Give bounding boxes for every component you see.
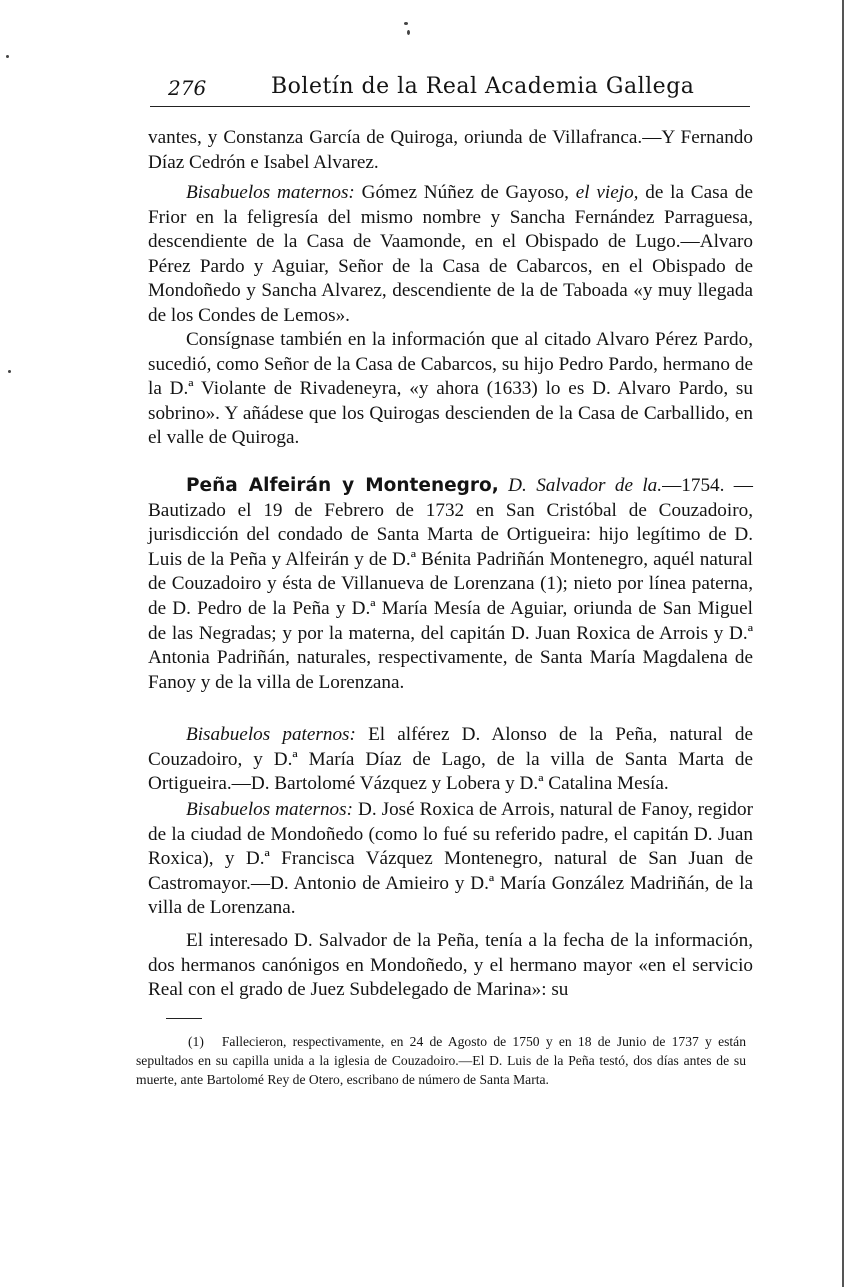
paragraph-informacion: Consígnase también en la información que al citado Alvaro Pérez Pardo, sucedió, como Señor de la Casa de Cabarcos, su hijo Pedro Pardo, hermano de la D.ª Violante de Rivadeneyra, «y ahora (1633) lo es D. Alvaro Pardo, su sobrino». Y añádese que los Quirogas descienden de la Casa de Carballido, en el valle de Quiroga. bbox=[148, 329, 753, 449]
page-number: 276 bbox=[168, 76, 207, 100]
footnote-text: Fallecieron, respectivamente, en 24 de Agosto de 1750 y en 18 de Junio de 1737 y están sepultados en su capilla unida a la iglesia de Couzadoiro.—El D. Luis de la Peña testó, dos días antes de su muerte, ante Bartolomé Rey de Otero, escribano de número de Santa Marta. bbox=[136, 1034, 746, 1087]
header-rule bbox=[150, 106, 750, 107]
entry-text: —Bautizado el 19 de Febrero de 1732 en San Cristóbal de Couzadoiro, jurisdicción del condado de Santa Marta de Ortigueira: hijo legítimo de D. Luis de la Peña y Alfeirán y de D.ª Bénita Padriñán Montenegro, aquél natural de Couzadoiro y ésta de Villanueva de Lorenzana (1); nieto por línea paterna, de D. Pedro de la Peña y D.ª María Mesía de Aguiar, oriunda de San Miguel de las Negradas; y por la materna, del capitán D. Juan Roxica de Arrois y D.ª Antonia Padriñán, naturales, respectivamente, de Santa María Magdalena de Fanoy y de la villa de Lorenzana. bbox=[148, 475, 753, 693]
ink-speck bbox=[6, 55, 9, 58]
paragraph-continuation: vantes, y Constanza García de Quiroga, oriunda de Villafranca.—Y Fernando Díaz Cedrón e Isabel Alvarez. bbox=[148, 127, 753, 173]
epithet: el viejo, bbox=[575, 182, 639, 203]
paragraph-text: El alférez D. Alonso de la Peña, natural de Couzadoiro, y D.ª María Díaz de Lago, de la villa de Santa Marta de Ortigueira.—D. Bartolomé Vázquez y Lobera y D.ª Catalina Mesía. bbox=[148, 724, 753, 795]
page-edge bbox=[842, 0, 844, 1287]
paragraph-bisabuelos-paternos bbox=[148, 723, 753, 797]
running-title: Boletín de la Real Academia Gallega bbox=[271, 74, 695, 99]
entry-year: —1754. bbox=[662, 475, 725, 496]
entry-pena-alfeiran bbox=[148, 474, 753, 695]
paragraph-text: D. José Roxica de Arrois, natural de Fanoy, regidor de la ciudad de Mondoñedo (como lo fué su referido padre, el capitán D. Juan Roxica), y D.ª Francisca Vázquez Montenegro, natural de San Juan de Castromayor.—D. Antonio de Amieiro y D.ª María González Madriñán, de la villa de Lorenzana. bbox=[148, 799, 753, 919]
ink-speck bbox=[407, 30, 410, 35]
paragraph-interesado: El interesado D. Salvador de la Peña, tenía a la fecha de la información, dos hermanos canónigos en Mondoñedo, y el hermano mayor «en el servicio Real con el grado de Juez Subdelegado de Marina»: su bbox=[148, 930, 753, 1001]
entry-heading: Peña Alfeirán y Montenegro, bbox=[186, 475, 499, 496]
ink-speck bbox=[8, 370, 11, 373]
ink-speck bbox=[404, 22, 408, 25]
entry-name: D. Salvador de la. bbox=[508, 475, 663, 496]
paragraph-label: Bisabuelos paternos: bbox=[186, 724, 356, 745]
footnote-rule bbox=[166, 1018, 202, 1019]
paragraph-bisabuelos-maternos-2 bbox=[148, 798, 753, 921]
paragraph-label: Bisabuelos maternos: bbox=[186, 182, 355, 203]
footnote bbox=[136, 1032, 746, 1089]
paragraph-bisabuelos-maternos-1 bbox=[148, 181, 753, 329]
paragraph-label: Bisabuelos maternos: bbox=[186, 799, 353, 820]
paragraph-text: Gómez Núñez de Gayoso, bbox=[354, 182, 576, 203]
paragraph-text: de la Casa de Frior en la feligresía del mismo nombre y Sancha Fernández Parraguesa, descendiente de la Casa de Vaamonde, en el Obispado de Lugo.—Alvaro Pérez Pardo y Aguiar, Señor de la Casa de Cabarcos, en el Obispado de Mondoñedo y Sancha Alvarez, descendiente de la de Taboada «y muy llegada de los Condes de Lemos». bbox=[148, 182, 753, 326]
page-header bbox=[168, 74, 752, 104]
footnote-marker: (1) bbox=[188, 1034, 204, 1049]
